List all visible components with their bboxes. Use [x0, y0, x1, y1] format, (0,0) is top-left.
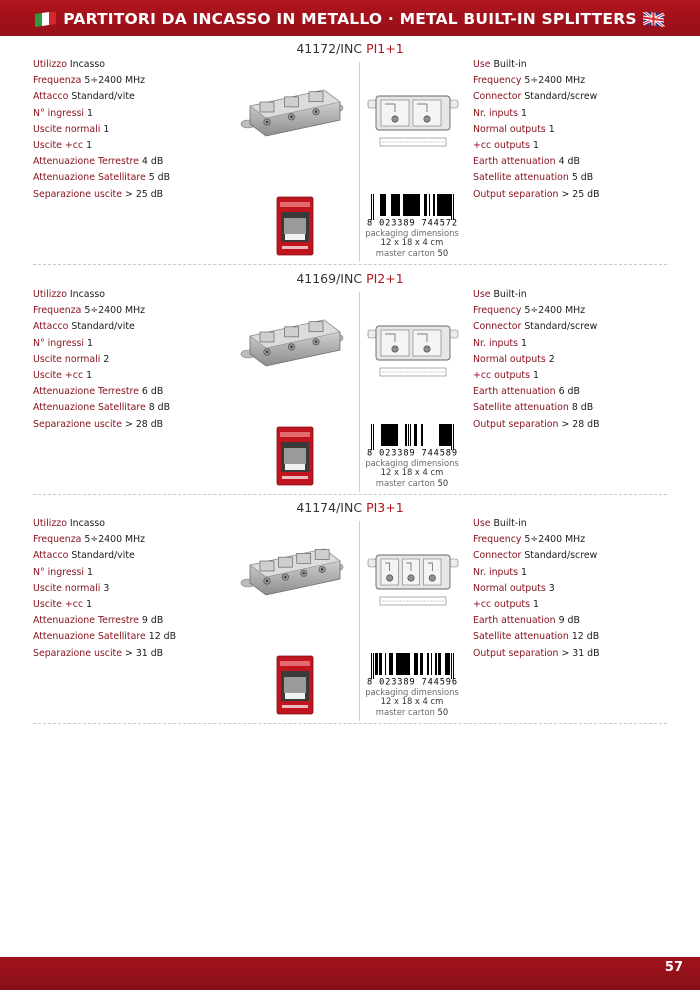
spec-row: [33, 417, 170, 433]
packaging-dimensions: 12 x 18 x 4 cm: [380, 467, 444, 477]
spec-value: > 25 dB: [124, 188, 164, 200]
section-divider: [33, 494, 667, 495]
spec-label: Frequency: [473, 305, 522, 317]
spec-label: Attenuazione Terrestre: [33, 386, 139, 398]
spec-row: [473, 170, 600, 186]
spec-label: +cc outputs: [473, 139, 530, 151]
spec-label: Uscite +cc: [33, 598, 84, 610]
splitter-photo: [236, 306, 348, 374]
spec-row: [33, 400, 170, 416]
spec-value: 9 dB: [141, 615, 164, 627]
spec-label: Attenuazione Terrestre: [33, 615, 139, 627]
package-photo: [276, 196, 314, 256]
spec-value: 1: [86, 337, 93, 349]
spec-row: [473, 336, 600, 352]
spec-label: Frequenza: [33, 75, 82, 87]
spec-row: [33, 89, 170, 105]
spec-label: Separazione uscite: [33, 418, 122, 430]
spec-row: [473, 73, 600, 89]
spec-row: [473, 303, 600, 319]
spec-value: 1: [520, 107, 527, 119]
section-divider: [33, 723, 667, 724]
spec-label: Utilizzo: [33, 59, 67, 70]
product-code-number: 41172/INC: [296, 41, 363, 56]
product-code-number: 41174/INC: [296, 500, 363, 515]
spec-value: > 31 dB: [561, 647, 600, 659]
spec-row: [473, 532, 600, 548]
spec-row: [33, 581, 176, 597]
spec-row: [473, 613, 600, 629]
spec-value: 1: [532, 598, 539, 610]
spec-row: [473, 319, 600, 335]
english-spec-list: [473, 287, 600, 433]
spec-row: [473, 417, 600, 433]
english-spec-list: [473, 57, 600, 203]
spec-row: [33, 532, 176, 548]
spec-label: Output separation: [473, 418, 559, 430]
spec-label: Attenuazione Satellitare: [33, 402, 146, 414]
splitter-photo: [236, 535, 348, 603]
spec-label: Uscite +cc: [33, 369, 84, 381]
product-code: [0, 500, 700, 515]
spec-value: Incasso: [69, 59, 106, 70]
spec-label: N° ingressi: [33, 566, 84, 578]
spec-label: Earth attenuation: [473, 386, 556, 398]
spec-label: Use: [473, 518, 491, 529]
spec-value: Built-in: [493, 289, 527, 300]
spec-value: Standard/screw: [524, 321, 598, 333]
technical-drawing: [366, 94, 460, 154]
spec-value: 9 dB: [558, 615, 580, 627]
spec-label: +cc outputs: [473, 369, 530, 381]
spec-label: Attenuazione Satellitare: [33, 172, 146, 184]
spec-label: Attacco: [33, 91, 69, 103]
column-divider: [359, 62, 360, 262]
spec-row: [33, 187, 170, 203]
spec-label: Nr. inputs: [473, 337, 518, 349]
product-section: [0, 497, 700, 727]
spec-value: 4 dB: [558, 156, 580, 168]
spec-value: 6 dB: [558, 386, 580, 398]
barcode-icon: [365, 653, 459, 687]
spec-value: Standard/screw: [524, 91, 598, 103]
barcode-number: 8 023389 744572: [367, 218, 457, 228]
spec-label: Output separation: [473, 188, 559, 200]
spec-label: Nr. inputs: [473, 566, 518, 578]
spec-label: Separazione uscite: [33, 647, 122, 659]
page-title: PARTITORI DA INCASSO IN METALLO · METAL BUILT-IN SPLITTERS: [63, 10, 637, 28]
spec-label: Satellite attenuation: [473, 631, 569, 643]
spec-row: [33, 287, 170, 303]
spec-label: Connector: [473, 91, 522, 103]
spec-row: [33, 138, 170, 154]
spec-value: Built-in: [493, 518, 527, 529]
spec-label: Uscite +cc: [33, 139, 84, 151]
spec-value: Incasso: [69, 289, 106, 300]
spec-row: [473, 368, 600, 384]
spec-value: 12 dB: [571, 631, 600, 643]
spec-row: [33, 646, 176, 662]
spec-label: Satellite attenuation: [473, 402, 569, 414]
spec-value: 5÷2400 MHz: [84, 534, 146, 546]
spec-label: Utilizzo: [33, 518, 67, 529]
product-code-suffix: PI1+1: [366, 41, 404, 56]
master-carton: [362, 707, 462, 717]
spec-value: 1: [86, 139, 93, 151]
spec-value: 3: [103, 582, 110, 594]
spec-row: [33, 57, 170, 73]
spec-label: Use: [473, 59, 491, 70]
technical-drawing: [366, 553, 460, 613]
spec-value: 1: [103, 123, 110, 135]
spec-row: [473, 629, 600, 645]
master-carton-label: master carton: [375, 707, 435, 717]
spec-label: Use: [473, 289, 491, 300]
spec-label: Attenuazione Terrestre: [33, 156, 139, 168]
english-spec-list: [473, 516, 600, 662]
uk-flag-icon: [643, 12, 665, 27]
spec-value: 6 dB: [141, 386, 164, 398]
spec-value: 4 dB: [141, 156, 164, 168]
spec-row: [473, 287, 600, 303]
barcode-icon: [365, 194, 459, 228]
product-code-suffix: PI2+1: [366, 271, 404, 286]
section-divider: [33, 264, 667, 265]
barcode-icon: [365, 424, 459, 458]
spec-label: Connector: [473, 550, 522, 562]
spec-row: [33, 170, 170, 186]
spec-row: [473, 138, 600, 154]
master-carton-qty: 50: [437, 248, 449, 258]
package-photo: [276, 426, 314, 486]
spec-row: [473, 565, 600, 581]
spec-value: 1: [520, 566, 527, 578]
spec-value: Built-in: [493, 59, 527, 70]
spec-row: [473, 187, 600, 203]
spec-label: N° ingressi: [33, 107, 84, 119]
spec-label: Earth attenuation: [473, 615, 556, 627]
spec-row: [473, 548, 600, 564]
spec-label: Normal outputs: [473, 582, 546, 594]
spec-value: > 31 dB: [124, 647, 164, 659]
spec-label: Attacco: [33, 321, 69, 333]
spec-value: 5÷2400 MHz: [524, 305, 586, 317]
spec-label: Attacco: [33, 550, 69, 562]
column-divider: [359, 292, 360, 492]
master-carton-qty: 50: [437, 478, 449, 488]
master-carton-label: master carton: [375, 478, 435, 488]
spec-label: Attenuazione Satellitare: [33, 631, 146, 643]
spec-value: > 28 dB: [561, 418, 600, 430]
product-code-suffix: PI3+1: [366, 500, 404, 515]
spec-row: [473, 106, 600, 122]
spec-row: [33, 122, 170, 138]
spec-value: 12 dB: [148, 631, 177, 643]
barcode-number: 8 023389 744596: [367, 677, 457, 687]
spec-value: 2: [103, 353, 110, 365]
spec-row: [33, 548, 176, 564]
spec-label: Separazione uscite: [33, 188, 122, 200]
master-carton: [362, 248, 462, 258]
spec-label: Normal outputs: [473, 123, 546, 135]
spec-value: 1: [86, 598, 93, 610]
spec-row: [33, 384, 170, 400]
spec-value: 1: [86, 369, 93, 381]
spec-value: 3: [548, 582, 555, 594]
spec-label: Earth attenuation: [473, 156, 556, 168]
package-photo: [276, 655, 314, 715]
splitter-photo: [236, 76, 348, 144]
spec-row: [473, 352, 600, 368]
spec-label: N° ingressi: [33, 337, 84, 349]
spec-row: [33, 629, 176, 645]
spec-value: Standard/vite: [71, 91, 135, 103]
spec-label: Satellite attenuation: [473, 172, 569, 184]
master-carton: [362, 478, 462, 488]
spec-row: [473, 597, 600, 613]
spec-value: 8 dB: [148, 402, 171, 414]
italian-spec-list: [33, 287, 170, 433]
product-code: [0, 41, 700, 56]
spec-row: [33, 613, 176, 629]
spec-value: 8 dB: [571, 402, 594, 414]
spec-row: [33, 516, 176, 532]
spec-row: [473, 646, 600, 662]
spec-row: [33, 368, 170, 384]
master-carton-qty: 50: [437, 707, 449, 717]
spec-row: [473, 400, 600, 416]
spec-label: Uscite normali: [33, 123, 101, 135]
product-code-number: 41169/INC: [296, 271, 363, 286]
spec-value: > 28 dB: [124, 418, 164, 430]
spec-row: [33, 565, 176, 581]
packaging-dimensions: 12 x 18 x 4 cm: [380, 237, 444, 247]
spec-row: [33, 73, 170, 89]
master-carton-label: master carton: [375, 248, 435, 258]
spec-value: 1: [532, 139, 539, 151]
spec-value: Standard/screw: [524, 550, 598, 562]
spec-value: 1: [548, 123, 555, 135]
spec-row: [33, 597, 176, 613]
spec-row: [33, 106, 170, 122]
spec-label: Uscite normali: [33, 353, 101, 365]
packaging-label: packaging dimensions: [365, 228, 459, 238]
page-header: [0, 0, 700, 36]
spec-value: 1: [86, 107, 93, 119]
spec-row: [473, 122, 600, 138]
spec-row: [473, 581, 600, 597]
packaging-label: packaging dimensions: [365, 687, 459, 697]
spec-label: Utilizzo: [33, 289, 67, 300]
spec-label: +cc outputs: [473, 598, 530, 610]
spec-label: Uscite normali: [33, 582, 101, 594]
spec-value: > 25 dB: [561, 188, 600, 200]
spec-value: 5÷2400 MHz: [84, 305, 146, 317]
spec-row: [33, 154, 170, 170]
spec-value: Incasso: [69, 518, 106, 529]
spec-row: [473, 57, 600, 73]
packaging-dimensions: 12 x 18 x 4 cm: [380, 696, 444, 706]
technical-drawing: [366, 324, 460, 384]
product-code: [0, 271, 700, 286]
product-section: [0, 38, 700, 268]
spec-label: Frequency: [473, 75, 522, 87]
spec-value: 1: [520, 337, 527, 349]
page-footer: [0, 957, 700, 990]
barcode-number: 8 023389 744589: [367, 448, 457, 458]
spec-label: Frequenza: [33, 305, 82, 317]
spec-value: 5÷2400 MHz: [524, 75, 586, 87]
spec-row: [33, 303, 170, 319]
product-section: [0, 268, 700, 498]
spec-value: 1: [86, 566, 93, 578]
italian-spec-list: [33, 516, 176, 662]
spec-label: Output separation: [473, 647, 559, 659]
spec-value: 2: [548, 353, 555, 365]
spec-value: 5÷2400 MHz: [524, 534, 586, 546]
packaging-label: packaging dimensions: [365, 458, 459, 468]
italian-spec-list: [33, 57, 170, 203]
spec-label: Frequenza: [33, 534, 82, 546]
spec-label: Frequency: [473, 534, 522, 546]
spec-label: Nr. inputs: [473, 107, 518, 119]
italy-flag-icon: [35, 12, 57, 27]
spec-value: 5÷2400 MHz: [84, 75, 146, 87]
spec-row: [473, 384, 600, 400]
column-divider: [359, 521, 360, 721]
spec-label: Normal outputs: [473, 353, 546, 365]
spec-value: 5 dB: [148, 172, 171, 184]
spec-row: [473, 154, 600, 170]
spec-value: Standard/vite: [71, 321, 135, 333]
spec-value: 1: [532, 369, 539, 381]
spec-row: [33, 352, 170, 368]
spec-row: [33, 319, 170, 335]
spec-label: Connector: [473, 321, 522, 333]
spec-row: [473, 89, 600, 105]
page-number: 57: [664, 960, 683, 975]
spec-value: Standard/vite: [71, 550, 135, 562]
spec-value: 5 dB: [571, 172, 594, 184]
spec-row: [33, 336, 170, 352]
spec-row: [473, 516, 600, 532]
